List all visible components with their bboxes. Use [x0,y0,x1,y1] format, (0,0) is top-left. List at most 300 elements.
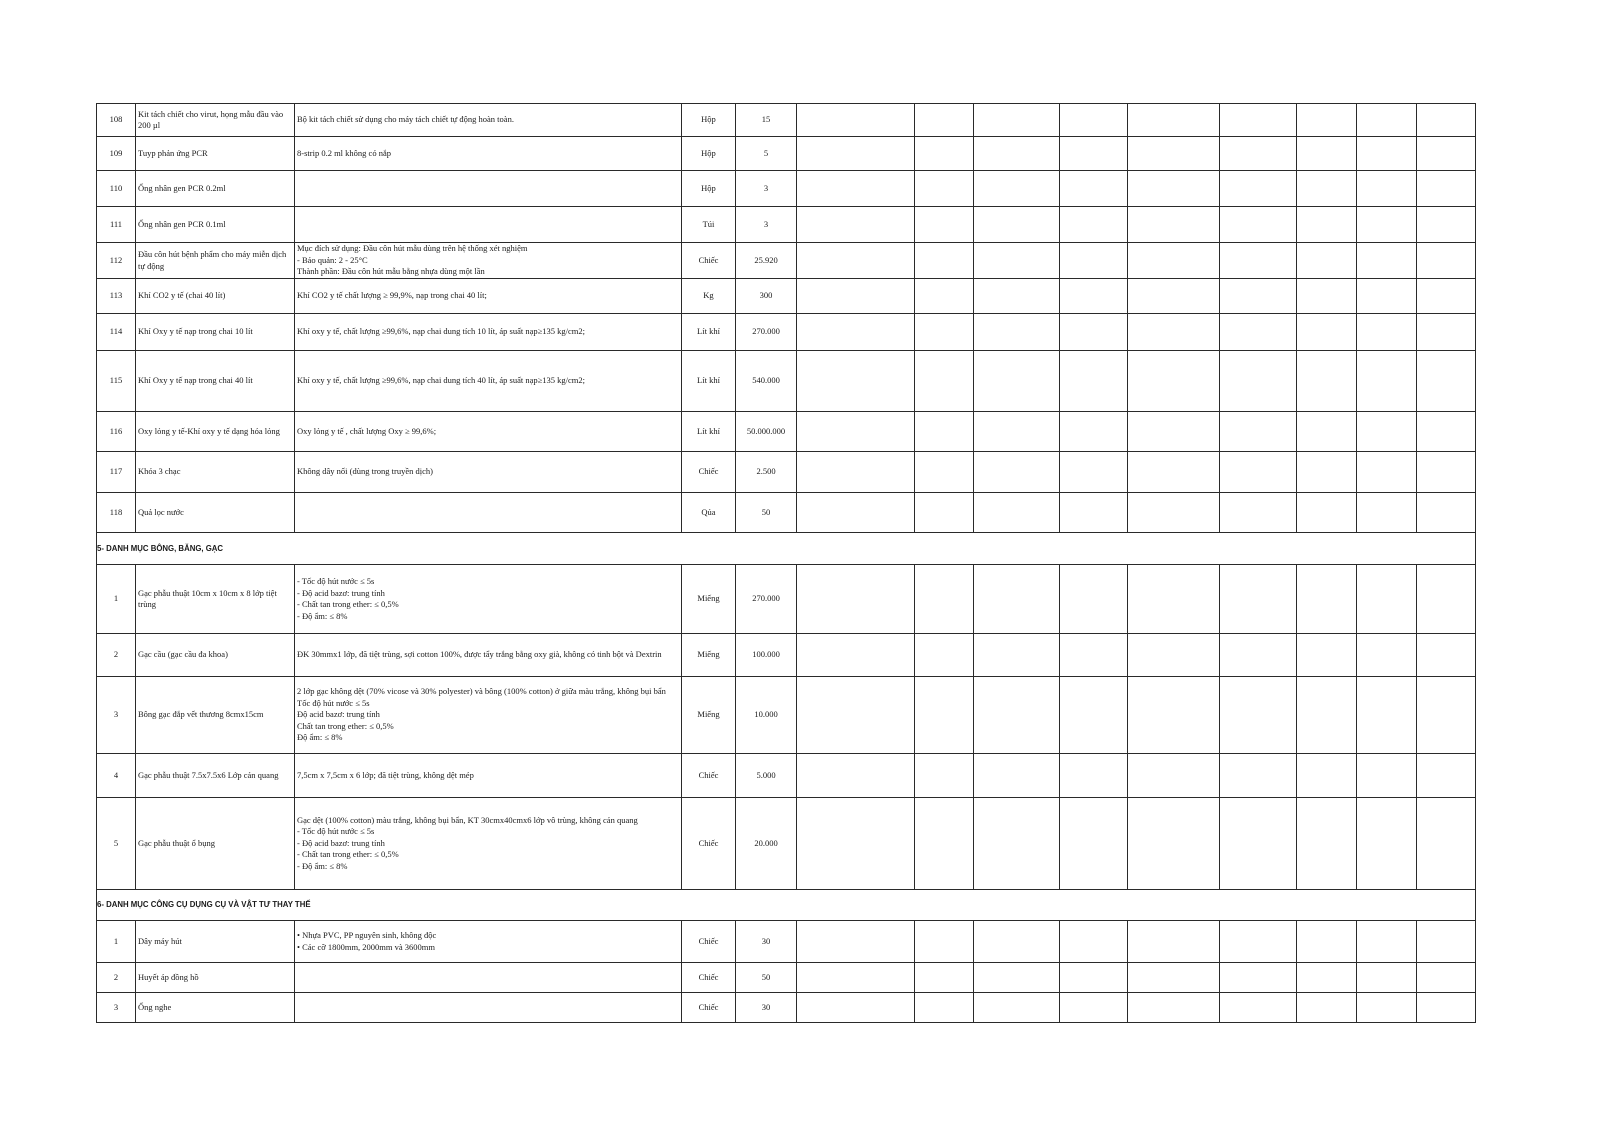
empty-cell [1297,493,1357,533]
empty-cell [797,243,915,279]
row-number: 4 [97,754,136,798]
empty-cell [915,798,974,890]
row-number: 1 [97,921,136,963]
empty-cell [1128,171,1220,207]
table-row [97,677,1476,754]
empty-cell [915,279,974,314]
empty-cell [974,137,1060,171]
item-name: Khí CO2 y tế (chai 40 lít) [136,279,295,314]
row-number: 3 [97,677,136,754]
empty-cell [1060,963,1128,993]
empty-cell [1128,993,1220,1023]
row-number: 118 [97,493,136,533]
empty-cell [1357,963,1417,993]
table-row [97,351,1476,412]
item-specification [295,754,682,798]
row-number: 117 [97,452,136,493]
item-quantity: 30 [736,993,797,1023]
empty-cell [1128,565,1220,634]
empty-cell [915,207,974,243]
row-number: 2 [97,634,136,677]
empty-cell [1297,137,1357,171]
empty-cell [1417,565,1476,634]
empty-cell [1220,798,1297,890]
empty-cell [797,351,915,412]
empty-cell [1357,677,1417,754]
item-quantity: 270.000 [736,314,797,351]
item-specification [295,993,682,1023]
empty-cell [797,634,915,677]
empty-cell [797,314,915,351]
item-specification [295,677,682,754]
empty-cell [974,104,1060,137]
empty-cell [1220,104,1297,137]
empty-cell [1128,279,1220,314]
empty-cell [974,963,1060,993]
specification-line: 8-strip 0.2 ml không có nắp [297,147,391,158]
item-unit: Lít khí [682,351,736,412]
empty-cell [915,565,974,634]
specification-line: Khí oxy y tế, chất lượng ≥99,6%, nạp chai dung tích 40 lít, áp suất nạp≥135 kg/cm2; [297,375,586,386]
empty-cell [1060,565,1128,634]
empty-cell [1357,314,1417,351]
empty-cell [1297,452,1357,493]
empty-cell [797,171,915,207]
item-specification [295,412,682,452]
empty-cell [1220,314,1297,351]
empty-cell [1357,243,1417,279]
empty-cell [1417,207,1476,243]
empty-cell [797,452,915,493]
item-unit: Túi [682,207,736,243]
empty-cell [1128,243,1220,279]
row-number: 109 [97,137,136,171]
specification-line: Gạc dệt (100% cotton) màu trắng, không bụi bẩn, KT 30cmx40cmx6 lớp vô trùng, không cản quang [297,814,638,825]
specification-line: - Độ acid bazơ: trung tính [297,837,385,848]
empty-cell [1220,351,1297,412]
empty-cell [797,677,915,754]
empty-cell [1417,412,1476,452]
empty-cell [1060,677,1128,754]
table-row [97,634,1476,677]
empty-cell [1060,993,1128,1023]
row-number: 113 [97,279,136,314]
item-quantity: 50 [736,963,797,993]
item-name: Khóa 3 chạc [136,452,295,493]
item-specification [295,314,682,351]
empty-cell [1220,171,1297,207]
item-name: Kit tách chiết cho virut, họng mẫu đầu vào 200 µl [136,104,295,137]
table-row [97,452,1476,493]
item-unit: Qủa [682,493,736,533]
row-number: 114 [97,314,136,351]
empty-cell [1060,412,1128,452]
table-row [97,565,1476,634]
empty-cell [1128,452,1220,493]
empty-cell [1417,171,1476,207]
empty-cell [1357,921,1417,963]
empty-cell [915,993,974,1023]
empty-cell [1297,243,1357,279]
empty-cell [1060,798,1128,890]
empty-cell [1357,104,1417,137]
empty-cell [797,565,915,634]
row-number: 116 [97,412,136,452]
item-quantity: 10.000 [736,677,797,754]
item-specification [295,351,682,412]
row-number: 3 [97,993,136,1023]
empty-cell [1220,677,1297,754]
empty-cell [915,677,974,754]
empty-cell [1357,565,1417,634]
item-quantity: 50.000.000 [736,412,797,452]
specification-line: - Chất tan trong ether: ≤ 0,5% [297,849,399,860]
item-unit: Lít khí [682,412,736,452]
empty-cell [915,921,974,963]
empty-cell [1297,351,1357,412]
empty-cell [974,314,1060,351]
empty-cell [974,993,1060,1023]
empty-cell [974,412,1060,452]
specification-line: Khí oxy y tế, chất lượng ≥99,6%, nạp chai dung tích 10 lít, áp suất nạp≥135 kg/cm2; [297,326,586,337]
empty-cell [797,279,915,314]
table-row [97,207,1476,243]
empty-cell [1060,493,1128,533]
item-specification [295,207,682,243]
empty-cell [1060,243,1128,279]
empty-cell [915,171,974,207]
empty-cell [1297,677,1357,754]
table-row [97,798,1476,890]
item-quantity: 15 [736,104,797,137]
empty-cell [1297,634,1357,677]
empty-cell [1220,993,1297,1023]
specification-line: - Chất tan trong ether: ≤ 0,5% [297,599,399,609]
item-specification [295,921,682,963]
empty-cell [974,452,1060,493]
empty-cell [974,207,1060,243]
table-row [97,963,1476,993]
specification-line: - Tốc độ hút nước ≤ 5s [297,826,375,837]
empty-cell [1357,351,1417,412]
item-unit: Chiếc [682,754,736,798]
item-name: Oxy lỏng y tế-Khí oxy y tế dạng hóa lỏng [136,412,295,452]
specification-line: Thành phần: Đầu côn hút mẫu bằng nhựa dùng một lần [297,266,485,277]
empty-cell [1417,243,1476,279]
specification-line: - Độ acid bazơ: trung tính [297,587,385,598]
empty-cell [1128,921,1220,963]
item-specification [295,798,682,890]
specification-line: 7,5cm x 7,5cm x 6 lớp; đã tiệt trùng, không dệt mép [297,769,474,780]
empty-cell [1417,993,1476,1023]
empty-cell [1128,412,1220,452]
empty-cell [1220,243,1297,279]
item-specification [295,104,682,137]
item-quantity: 270.000 [736,565,797,634]
table-row [97,921,1476,963]
item-unit: Chiếc [682,798,736,890]
row-number: 108 [97,104,136,137]
item-name: Gạc phẫu thuật 10cm x 10cm x 8 lớp tiệt trùng [136,565,295,634]
item-specification [295,279,682,314]
item-name: Bông gạc đắp vết thương 8cmx15cm [136,677,295,754]
empty-cell [1297,171,1357,207]
empty-cell [1128,754,1220,798]
row-number: 110 [97,171,136,207]
item-name: Ống nhân gen PCR 0.2ml [136,171,295,207]
empty-cell [1220,963,1297,993]
empty-cell [1128,137,1220,171]
empty-cell [1417,963,1476,993]
empty-cell [1417,452,1476,493]
empty-cell [1297,963,1357,993]
procurement-table [96,103,1476,1023]
item-unit: Hộp [682,137,736,171]
item-unit: Kg [682,279,736,314]
empty-cell [797,104,915,137]
specification-line: • Các cỡ 1800mm, 2000mm và 3600mm [297,941,436,952]
empty-cell [1220,412,1297,452]
specification-line: - Độ ẩm: ≤ 8% [297,860,348,871]
row-number: 115 [97,351,136,412]
item-quantity: 50 [736,493,797,533]
empty-cell [1357,634,1417,677]
empty-cell [1417,493,1476,533]
section-title: 6- DANH MỤC CÔNG CỤ DỤNG CỤ VÀ VẬT TƯ THAY THẾ [97,890,1476,921]
item-quantity: 540.000 [736,351,797,412]
empty-cell [1357,993,1417,1023]
item-name: Khí Oxy y tế nạp trong chai 10 lít [136,314,295,351]
empty-cell [1060,279,1128,314]
empty-cell [1417,351,1476,412]
empty-cell [1417,634,1476,677]
specification-line: 2 lớp gạc không dệt (70% vicose và 30% polyester) và bông (100% cotton) ở giữa màu trắng, không bụi bẩn [297,686,666,697]
empty-cell [915,412,974,452]
empty-cell [1297,921,1357,963]
item-name: Quả lọc nước [136,493,295,533]
empty-cell [1128,634,1220,677]
empty-cell [1060,351,1128,412]
table-row [97,104,1476,137]
empty-cell [797,207,915,243]
empty-cell [1128,677,1220,754]
empty-cell [797,137,915,171]
item-name: Gạc phẫu thuật ổ bụng [136,798,295,890]
section-header-row [97,890,1476,921]
item-specification [295,171,682,207]
item-specification [295,634,682,677]
empty-cell [915,314,974,351]
table-row [97,279,1476,314]
item-quantity: 30 [736,921,797,963]
row-number: 112 [97,243,136,279]
item-name: Dây máy hút [136,921,295,963]
specification-line: ĐK 30mmx1 lớp, đã tiệt trùng, sợi cotton 100%, được tẩy trắng bằng oxy già, không có tinh bột và Dextrin [297,649,662,660]
empty-cell [1128,104,1220,137]
item-unit: Chiếc [682,921,736,963]
empty-cell [1357,207,1417,243]
specification-line: Khí CO2 y tế chất lượng ≥ 99,9%, nạp trong chai 40 lít; [297,290,487,301]
empty-cell [974,565,1060,634]
empty-cell [1220,137,1297,171]
empty-cell [915,137,974,171]
empty-cell [1297,754,1357,798]
empty-cell [1060,137,1128,171]
empty-cell [1220,279,1297,314]
empty-cell [1060,207,1128,243]
table-row [97,137,1476,171]
empty-cell [1417,921,1476,963]
empty-cell [1060,171,1128,207]
empty-cell [1357,171,1417,207]
empty-cell [1297,993,1357,1023]
empty-cell [1417,137,1476,171]
empty-cell [1060,921,1128,963]
item-specification [295,565,682,634]
section-title: 5- DANH MỤC BÔNG, BĂNG, GẠC [97,533,1476,565]
specification-line: Chất tan trong ether: ≤ 0,5% [297,720,394,731]
item-specification [295,137,682,171]
empty-cell [974,243,1060,279]
empty-cell [974,279,1060,314]
item-quantity: 2.500 [736,452,797,493]
empty-cell [1128,207,1220,243]
item-name: Gạc cầu (gạc cầu đa khoa) [136,634,295,677]
empty-cell [915,452,974,493]
item-specification [295,452,682,493]
item-name: Huyết áp đồng hồ [136,963,295,993]
section-header-row [97,533,1476,565]
item-name: Đầu côn hút bệnh phẩm cho máy miễn dịch tự động [136,243,295,279]
empty-cell [1357,493,1417,533]
empty-cell [915,351,974,412]
table-row [97,412,1476,452]
specification-line: - Bảo quản: 2 - 25°C [297,254,368,265]
specification-line: - Tốc độ hút nước ≤ 5s [297,576,375,586]
item-unit: Hộp [682,171,736,207]
empty-cell [974,798,1060,890]
item-unit: Hộp [682,104,736,137]
table-row [97,171,1476,207]
empty-cell [1220,565,1297,634]
item-name: Tuyp phản ứng PCR [136,137,295,171]
item-name: Gạc phẫu thuật 7.5x7.5x6 Lớp cản quang [136,754,295,798]
empty-cell [1060,452,1128,493]
empty-cell [797,412,915,452]
item-quantity: 3 [736,207,797,243]
empty-cell [915,243,974,279]
specification-line: Tốc độ hút nước ≤ 5s [297,697,370,708]
empty-cell [915,963,974,993]
empty-cell [1357,452,1417,493]
empty-cell [1297,314,1357,351]
empty-cell [1220,754,1297,798]
empty-cell [915,493,974,533]
empty-cell [1220,921,1297,963]
empty-cell [1417,104,1476,137]
empty-cell [1128,314,1220,351]
empty-cell [1417,754,1476,798]
empty-cell [797,993,915,1023]
empty-cell [974,754,1060,798]
empty-cell [1297,412,1357,452]
empty-cell [974,634,1060,677]
item-quantity: 5.000 [736,754,797,798]
empty-cell [915,754,974,798]
table-row [97,993,1476,1023]
empty-cell [1357,279,1417,314]
item-quantity: 300 [736,279,797,314]
row-number: 1 [97,565,136,634]
empty-cell [1220,452,1297,493]
empty-cell [915,104,974,137]
table-row [97,243,1476,279]
item-specification [295,243,682,279]
row-number: 5 [97,798,136,890]
empty-cell [1417,798,1476,890]
item-unit: Miếng [682,677,736,754]
empty-cell [1297,565,1357,634]
empty-cell [1128,493,1220,533]
empty-cell [1357,412,1417,452]
item-name: Khí Oxy y tế nạp trong chai 40 lít [136,351,295,412]
empty-cell [1060,314,1128,351]
empty-cell [974,351,1060,412]
empty-cell [1297,104,1357,137]
specification-line: Mục đích sử dụng: Đầu côn hút mẫu dùng trên hệ thống xét nghiệm [297,243,528,254]
item-name: Ống nghe [136,993,295,1023]
item-name: Ống nhân gen PCR 0.1ml [136,207,295,243]
item-quantity: 25.920 [736,243,797,279]
empty-cell [1357,754,1417,798]
item-specification [295,493,682,533]
row-number: 111 [97,207,136,243]
empty-cell [974,921,1060,963]
item-unit: Chiếc [682,243,736,279]
empty-cell [974,171,1060,207]
table-row [97,754,1476,798]
item-unit: Chiếc [682,993,736,1023]
empty-cell [915,634,974,677]
empty-cell [1297,207,1357,243]
item-quantity: 5 [736,137,797,171]
empty-cell [1128,351,1220,412]
specification-line: - Độ ẩm: ≤ 8% [297,610,348,621]
table-row [97,493,1476,533]
empty-cell [797,963,915,993]
empty-cell [1417,314,1476,351]
empty-cell [797,798,915,890]
empty-cell [1060,104,1128,137]
specification-line: Không dây nối (dùng trong truyền dịch) [297,466,433,477]
empty-cell [1357,137,1417,171]
empty-cell [1417,279,1476,314]
empty-cell [797,921,915,963]
empty-cell [1060,634,1128,677]
empty-cell [1060,754,1128,798]
item-specification [295,963,682,993]
specification-line: Độ ẩm: ≤ 8% [297,732,343,743]
empty-cell [1357,798,1417,890]
specification-line: Độ acid bazơ: trung tính [297,709,380,720]
empty-cell [1220,493,1297,533]
empty-cell [1128,963,1220,993]
table-body [97,104,1476,1023]
item-quantity: 3 [736,171,797,207]
item-unit: Lít khí [682,314,736,351]
empty-cell [1128,798,1220,890]
item-quantity: 100.000 [736,634,797,677]
